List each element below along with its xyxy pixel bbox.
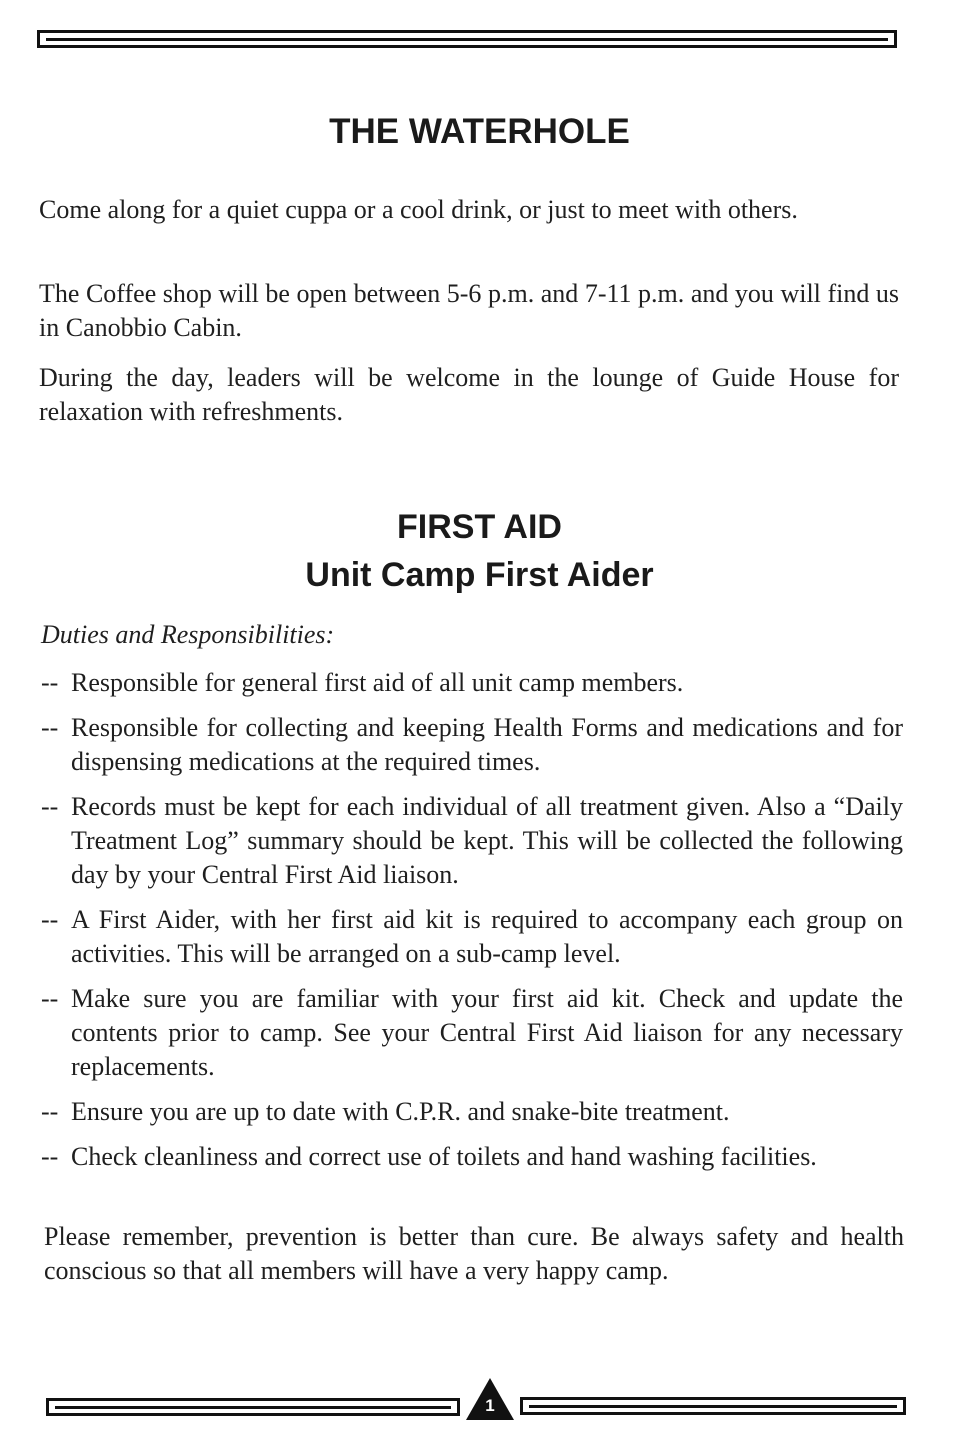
duty-item bbox=[41, 903, 903, 971]
dash-marker: -- bbox=[41, 1142, 59, 1171]
duty-item bbox=[41, 1095, 903, 1129]
duty-item bbox=[41, 711, 903, 779]
top-border-rule bbox=[37, 30, 897, 48]
first-aid-heading: FIRST AID bbox=[397, 508, 562, 546]
duty-item bbox=[41, 1140, 903, 1174]
duty-text: Records must be kept for each individual of all treatment given. Also a “Daily Treatment Log” summary should be kept. This will be collected the following day by your Central First Aid liaison. bbox=[71, 792, 903, 889]
dash-marker: -- bbox=[41, 713, 59, 742]
page-number: 1 bbox=[485, 1396, 495, 1415]
duty-text: Check cleanliness and correct use of toilets and hand washing facilities. bbox=[71, 1142, 817, 1171]
page-number-triangle-icon bbox=[464, 1376, 516, 1422]
duty-text: Make sure you are familiar with your first aid kit. Check and update the contents prior to camp. See your Central First Aid liaison for any necessary replacements. bbox=[71, 984, 903, 1081]
bottom-border-rule-left bbox=[46, 1398, 460, 1416]
duty-text: Ensure you are up to date with C.P.R. and snake-bite treatment. bbox=[71, 1097, 730, 1126]
closing-paragraph: Please remember, prevention is better than cure. Be always safety and health conscious so that all members will have a very happy camp. bbox=[44, 1222, 904, 1285]
duty-text: Responsible for general first aid of all unit camp members. bbox=[71, 668, 684, 697]
duty-text: Responsible for collecting and keeping Health Forms and medications and for dispensing medications at the required times. bbox=[71, 713, 903, 776]
waterhole-heading: THE WATERHOLE bbox=[329, 112, 630, 151]
duty-text: A First Aider, with her first aid kit is required to accompany each group on activities. This will be arranged on a sub-camp level. bbox=[71, 905, 903, 968]
duty-item bbox=[41, 982, 903, 1084]
waterhole-paragraph-3: During the day, leaders will be welcome in the lounge of Guide House for relaxation with refreshments. bbox=[39, 363, 899, 426]
duty-item bbox=[41, 666, 903, 700]
duties-label: Duties and Responsibilities: bbox=[41, 620, 335, 649]
dash-marker: -- bbox=[41, 984, 59, 1013]
waterhole-paragraph-1: Come along for a quiet cuppa or a cool drink, or just to meet with others. bbox=[39, 195, 798, 224]
bottom-border-rule-right bbox=[520, 1397, 906, 1415]
dash-marker: -- bbox=[41, 1097, 59, 1126]
dash-marker: -- bbox=[41, 668, 59, 697]
dash-marker: -- bbox=[41, 792, 59, 821]
waterhole-paragraph-2: The Coffee shop will be open between 5-6 p.m. and 7-11 p.m. and you will find us in Canobbio Cabin. bbox=[39, 279, 899, 342]
duty-item bbox=[41, 790, 903, 892]
dash-marker: -- bbox=[41, 905, 59, 934]
first-aid-subheading: Unit Camp First Aider bbox=[305, 556, 654, 594]
duties-list bbox=[41, 666, 903, 1185]
